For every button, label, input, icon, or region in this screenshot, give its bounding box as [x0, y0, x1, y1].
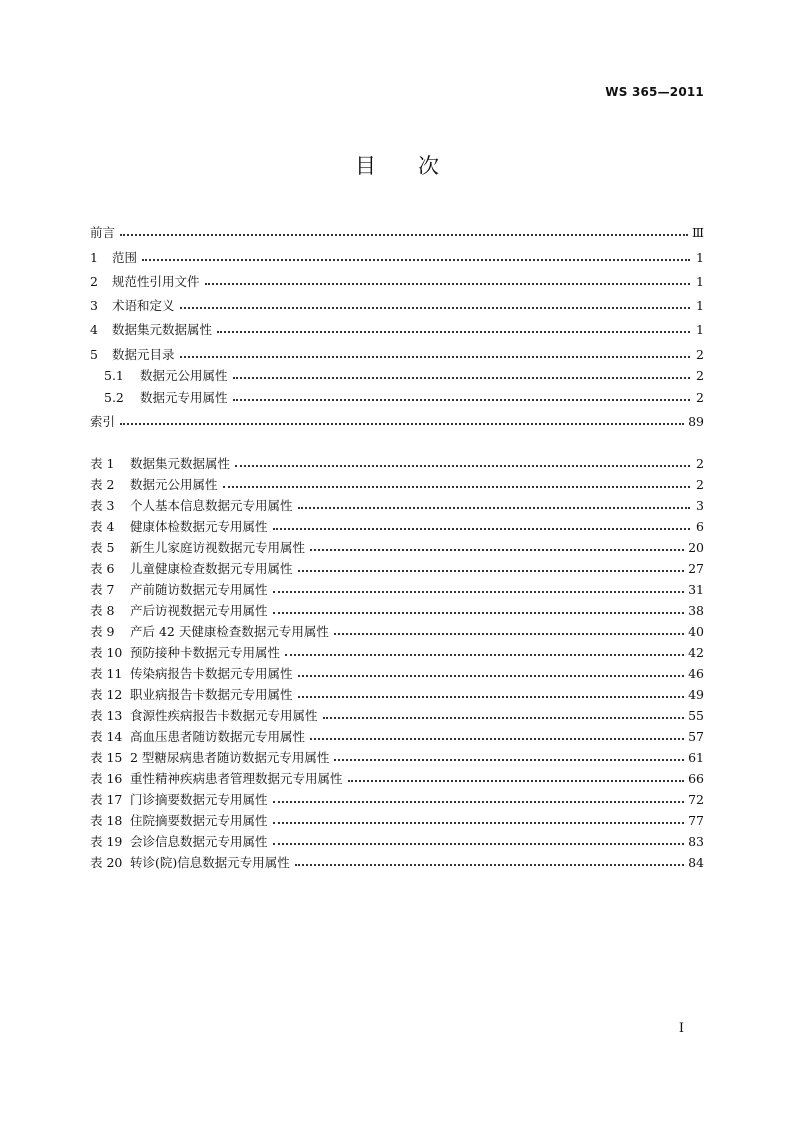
entry-number: 表 10	[90, 645, 123, 660]
entry-title: 数据元专用属性	[140, 389, 228, 405]
entry-label	[90, 749, 332, 766]
entry-label	[90, 367, 231, 384]
entry-title: 门诊摘要数据元专用属性	[130, 792, 268, 807]
entry-title: 产前随访数据元专用属性	[130, 582, 268, 597]
toc-entry[interactable]	[90, 384, 704, 406]
page-title: 目次	[355, 154, 481, 178]
entry-page-number: 20	[688, 540, 704, 555]
entry-title: 范围	[112, 249, 138, 265]
dot-leader	[233, 367, 690, 379]
entry-number: 2	[90, 273, 98, 289]
dot-leader	[323, 707, 685, 719]
entry-label	[90, 665, 296, 682]
entry-number: 表 4	[90, 519, 115, 534]
dot-leader	[334, 749, 684, 761]
entry-number: 表 15	[90, 750, 123, 765]
entry-page-number: 49	[688, 687, 704, 702]
dot-leader	[273, 518, 690, 530]
entry-label	[90, 413, 118, 430]
table-list-entry[interactable]	[90, 493, 704, 514]
table-list-entry[interactable]	[90, 787, 704, 808]
entry-title: 索引	[90, 414, 116, 430]
entry-title: 重性精神疾病患者管理数据元专用属性	[130, 771, 343, 786]
dot-leader	[120, 224, 688, 236]
entry-page-number: 40	[688, 624, 704, 639]
entry-label	[90, 224, 118, 241]
entry-title: 住院摘要数据元专用属性	[130, 813, 268, 828]
entry-title: 食源性疾病报告卡数据元专用属性	[130, 708, 318, 723]
table-list-entry[interactable]	[90, 850, 704, 871]
table-list-entry[interactable]	[90, 514, 704, 535]
entry-page-number: 83	[688, 834, 704, 849]
entry-page-number: 1	[696, 298, 704, 314]
dot-leader	[273, 833, 685, 845]
entry-label	[90, 539, 308, 556]
entry-number: 5.2	[104, 389, 124, 405]
entry-label	[90, 518, 271, 535]
entry-label	[90, 321, 215, 338]
entry-page-number: 2	[696, 477, 704, 492]
toc-entry[interactable]	[90, 217, 704, 241]
entry-title: 高血压患者随访数据元专用属性	[130, 729, 306, 744]
entry-title: 产后 42 天健康检查数据元专用属性	[130, 624, 329, 639]
entry-title: 数据集元数据属性	[112, 322, 213, 338]
entry-label	[90, 249, 140, 266]
entry-title: 前言	[90, 225, 116, 241]
dot-leader	[120, 413, 684, 425]
entry-page-number: 27	[688, 561, 704, 576]
entry-page-number: 61	[688, 750, 704, 765]
dot-leader	[233, 389, 690, 401]
dot-leader	[295, 854, 684, 866]
entry-label	[90, 728, 308, 745]
dot-leader	[205, 273, 690, 285]
entry-title: 产后访视数据元专用属性	[130, 603, 268, 618]
entry-label	[90, 273, 203, 290]
dot-leader	[273, 581, 685, 593]
entry-number: 表 9	[90, 624, 115, 639]
dot-leader	[310, 539, 684, 551]
entry-title: 儿童健康检查数据元专用属性	[130, 561, 293, 576]
entry-title: 个人基本信息数据元专用属性	[130, 498, 293, 513]
entry-title: 转诊(院)信息数据元专用属性	[130, 855, 290, 870]
entry-title: 规范性引用文件	[112, 273, 200, 289]
standard-number: WS 365—2011	[605, 85, 704, 99]
table-list-entry[interactable]	[90, 724, 704, 745]
table-list-entry[interactable]	[90, 535, 704, 556]
table-list-entry[interactable]	[90, 640, 704, 661]
entry-label	[90, 455, 233, 472]
entry-page-number: 38	[688, 603, 704, 618]
entry-page-number: 1	[696, 273, 704, 289]
entry-label	[90, 644, 283, 661]
table-list-entry[interactable]	[90, 829, 704, 850]
entry-title: 术语和定义	[112, 298, 175, 314]
list-of-tables	[90, 451, 704, 871]
entry-label	[90, 686, 296, 703]
footer-page-number: I	[678, 1021, 684, 1036]
dot-leader	[180, 346, 690, 358]
dot-leader	[298, 665, 685, 677]
toc-entry[interactable]	[90, 314, 704, 338]
entry-title: 职业病报告卡数据元专用属性	[130, 687, 293, 702]
entry-label	[90, 297, 178, 314]
entry-page-number: 1	[696, 249, 704, 265]
entry-number: 表 1	[90, 456, 115, 471]
entry-label	[90, 833, 271, 850]
entry-page-number: 31	[688, 582, 704, 597]
entry-number: 表 19	[90, 834, 123, 849]
entry-page-number: 1	[696, 322, 704, 338]
dot-leader	[273, 602, 685, 614]
table-list-entry[interactable]	[90, 745, 704, 766]
entry-label	[90, 581, 271, 598]
entry-page-number: 2	[696, 389, 704, 405]
entry-page-number: 72	[688, 792, 704, 807]
entry-number: 4	[90, 322, 98, 338]
entry-number: 表 8	[90, 603, 115, 618]
table-list-entry[interactable]	[90, 472, 704, 493]
entry-page-number: 2	[696, 368, 704, 384]
dot-leader	[273, 812, 685, 824]
dot-leader	[273, 791, 685, 803]
entry-label	[90, 497, 296, 514]
entry-number: 表 18	[90, 813, 123, 828]
entry-label	[90, 854, 293, 871]
table-list-entry[interactable]	[90, 682, 704, 703]
dot-leader	[285, 644, 684, 656]
entry-number: 表 6	[90, 561, 115, 576]
entry-label	[90, 770, 346, 787]
entry-number: 表 3	[90, 498, 115, 513]
entry-number: 5	[90, 346, 98, 362]
entry-label	[90, 812, 271, 829]
table-list-entry[interactable]	[90, 577, 704, 598]
entry-page-number: 66	[688, 771, 704, 786]
toc-entry[interactable]	[90, 266, 704, 290]
table-list-entry[interactable]	[90, 661, 704, 682]
dot-leader	[180, 297, 690, 309]
toc-entry[interactable]	[90, 241, 704, 265]
toc-entry[interactable]	[90, 338, 704, 362]
entry-label	[90, 602, 271, 619]
table-list-entry[interactable]	[90, 451, 704, 472]
dot-leader	[348, 770, 685, 782]
toc-entry[interactable]	[90, 406, 704, 430]
entry-number: 表 11	[90, 666, 123, 681]
toc-entry[interactable]	[90, 290, 704, 314]
entry-title: 数据元公用属性	[130, 477, 218, 492]
entry-label	[90, 791, 271, 808]
entry-page-number: 6	[696, 519, 704, 534]
entry-number: 表 12	[90, 687, 123, 702]
entry-number: 表 2	[90, 477, 115, 492]
entry-number: 表 14	[90, 729, 123, 744]
entry-number: 表 17	[90, 792, 123, 807]
entry-title: 数据元公用属性	[140, 368, 228, 384]
entry-label	[90, 560, 296, 577]
dot-leader	[310, 728, 684, 740]
entry-number: 3	[90, 298, 98, 314]
entry-page-number: 2	[696, 456, 704, 471]
entry-page-number: 55	[688, 708, 704, 723]
entry-title: 预防接种卡数据元专用属性	[130, 645, 281, 660]
entry-label	[90, 389, 231, 406]
entry-page-number: 42	[688, 645, 704, 660]
table-list-entry[interactable]	[90, 598, 704, 619]
entry-page-number: 89	[688, 414, 704, 430]
dot-leader	[223, 476, 690, 488]
entry-page-number: 57	[688, 729, 704, 744]
table-of-contents	[90, 217, 704, 430]
entry-number: 表 20	[90, 855, 123, 870]
entry-page-number: Ⅲ	[691, 225, 704, 241]
entry-number: 1	[90, 249, 98, 265]
dot-leader	[334, 623, 684, 635]
table-list-entry[interactable]	[90, 703, 704, 724]
dot-leader	[142, 249, 690, 261]
entry-title: 数据集元数据属性	[130, 456, 231, 471]
dot-leader	[217, 321, 690, 333]
table-list-entry[interactable]	[90, 556, 704, 577]
entry-number: 表 16	[90, 771, 123, 786]
entry-title: 数据元目录	[112, 346, 175, 362]
toc-entry[interactable]	[90, 363, 704, 385]
entry-label	[90, 476, 221, 493]
entry-page-number: 3	[696, 498, 704, 513]
dot-leader	[298, 497, 690, 509]
entry-label	[90, 623, 332, 640]
entry-page-number: 84	[688, 855, 704, 870]
table-list-entry[interactable]	[90, 619, 704, 640]
entry-label	[90, 707, 321, 724]
entry-number: 表 13	[90, 708, 123, 723]
entry-title: 会诊信息数据元专用属性	[130, 834, 268, 849]
table-list-entry[interactable]	[90, 766, 704, 787]
entry-page-number: 46	[688, 666, 704, 681]
entry-page-number: 2	[696, 346, 704, 362]
entry-page-number: 77	[688, 813, 704, 828]
dot-leader	[298, 686, 685, 698]
entry-label	[90, 346, 178, 363]
entry-number: 5.1	[104, 368, 124, 384]
entry-title: 传染病报告卡数据元专用属性	[130, 666, 293, 681]
entry-title: 新生儿家庭访视数据元专用属性	[130, 540, 306, 555]
dot-leader	[298, 560, 685, 572]
entry-title: 健康体检数据元专用属性	[130, 519, 268, 534]
table-list-entry[interactable]	[90, 808, 704, 829]
dot-leader	[235, 455, 690, 467]
entry-number: 表 5	[90, 540, 115, 555]
entry-number: 表 7	[90, 582, 115, 597]
entry-title: 2 型糖尿病患者随访数据元专用属性	[130, 750, 330, 765]
